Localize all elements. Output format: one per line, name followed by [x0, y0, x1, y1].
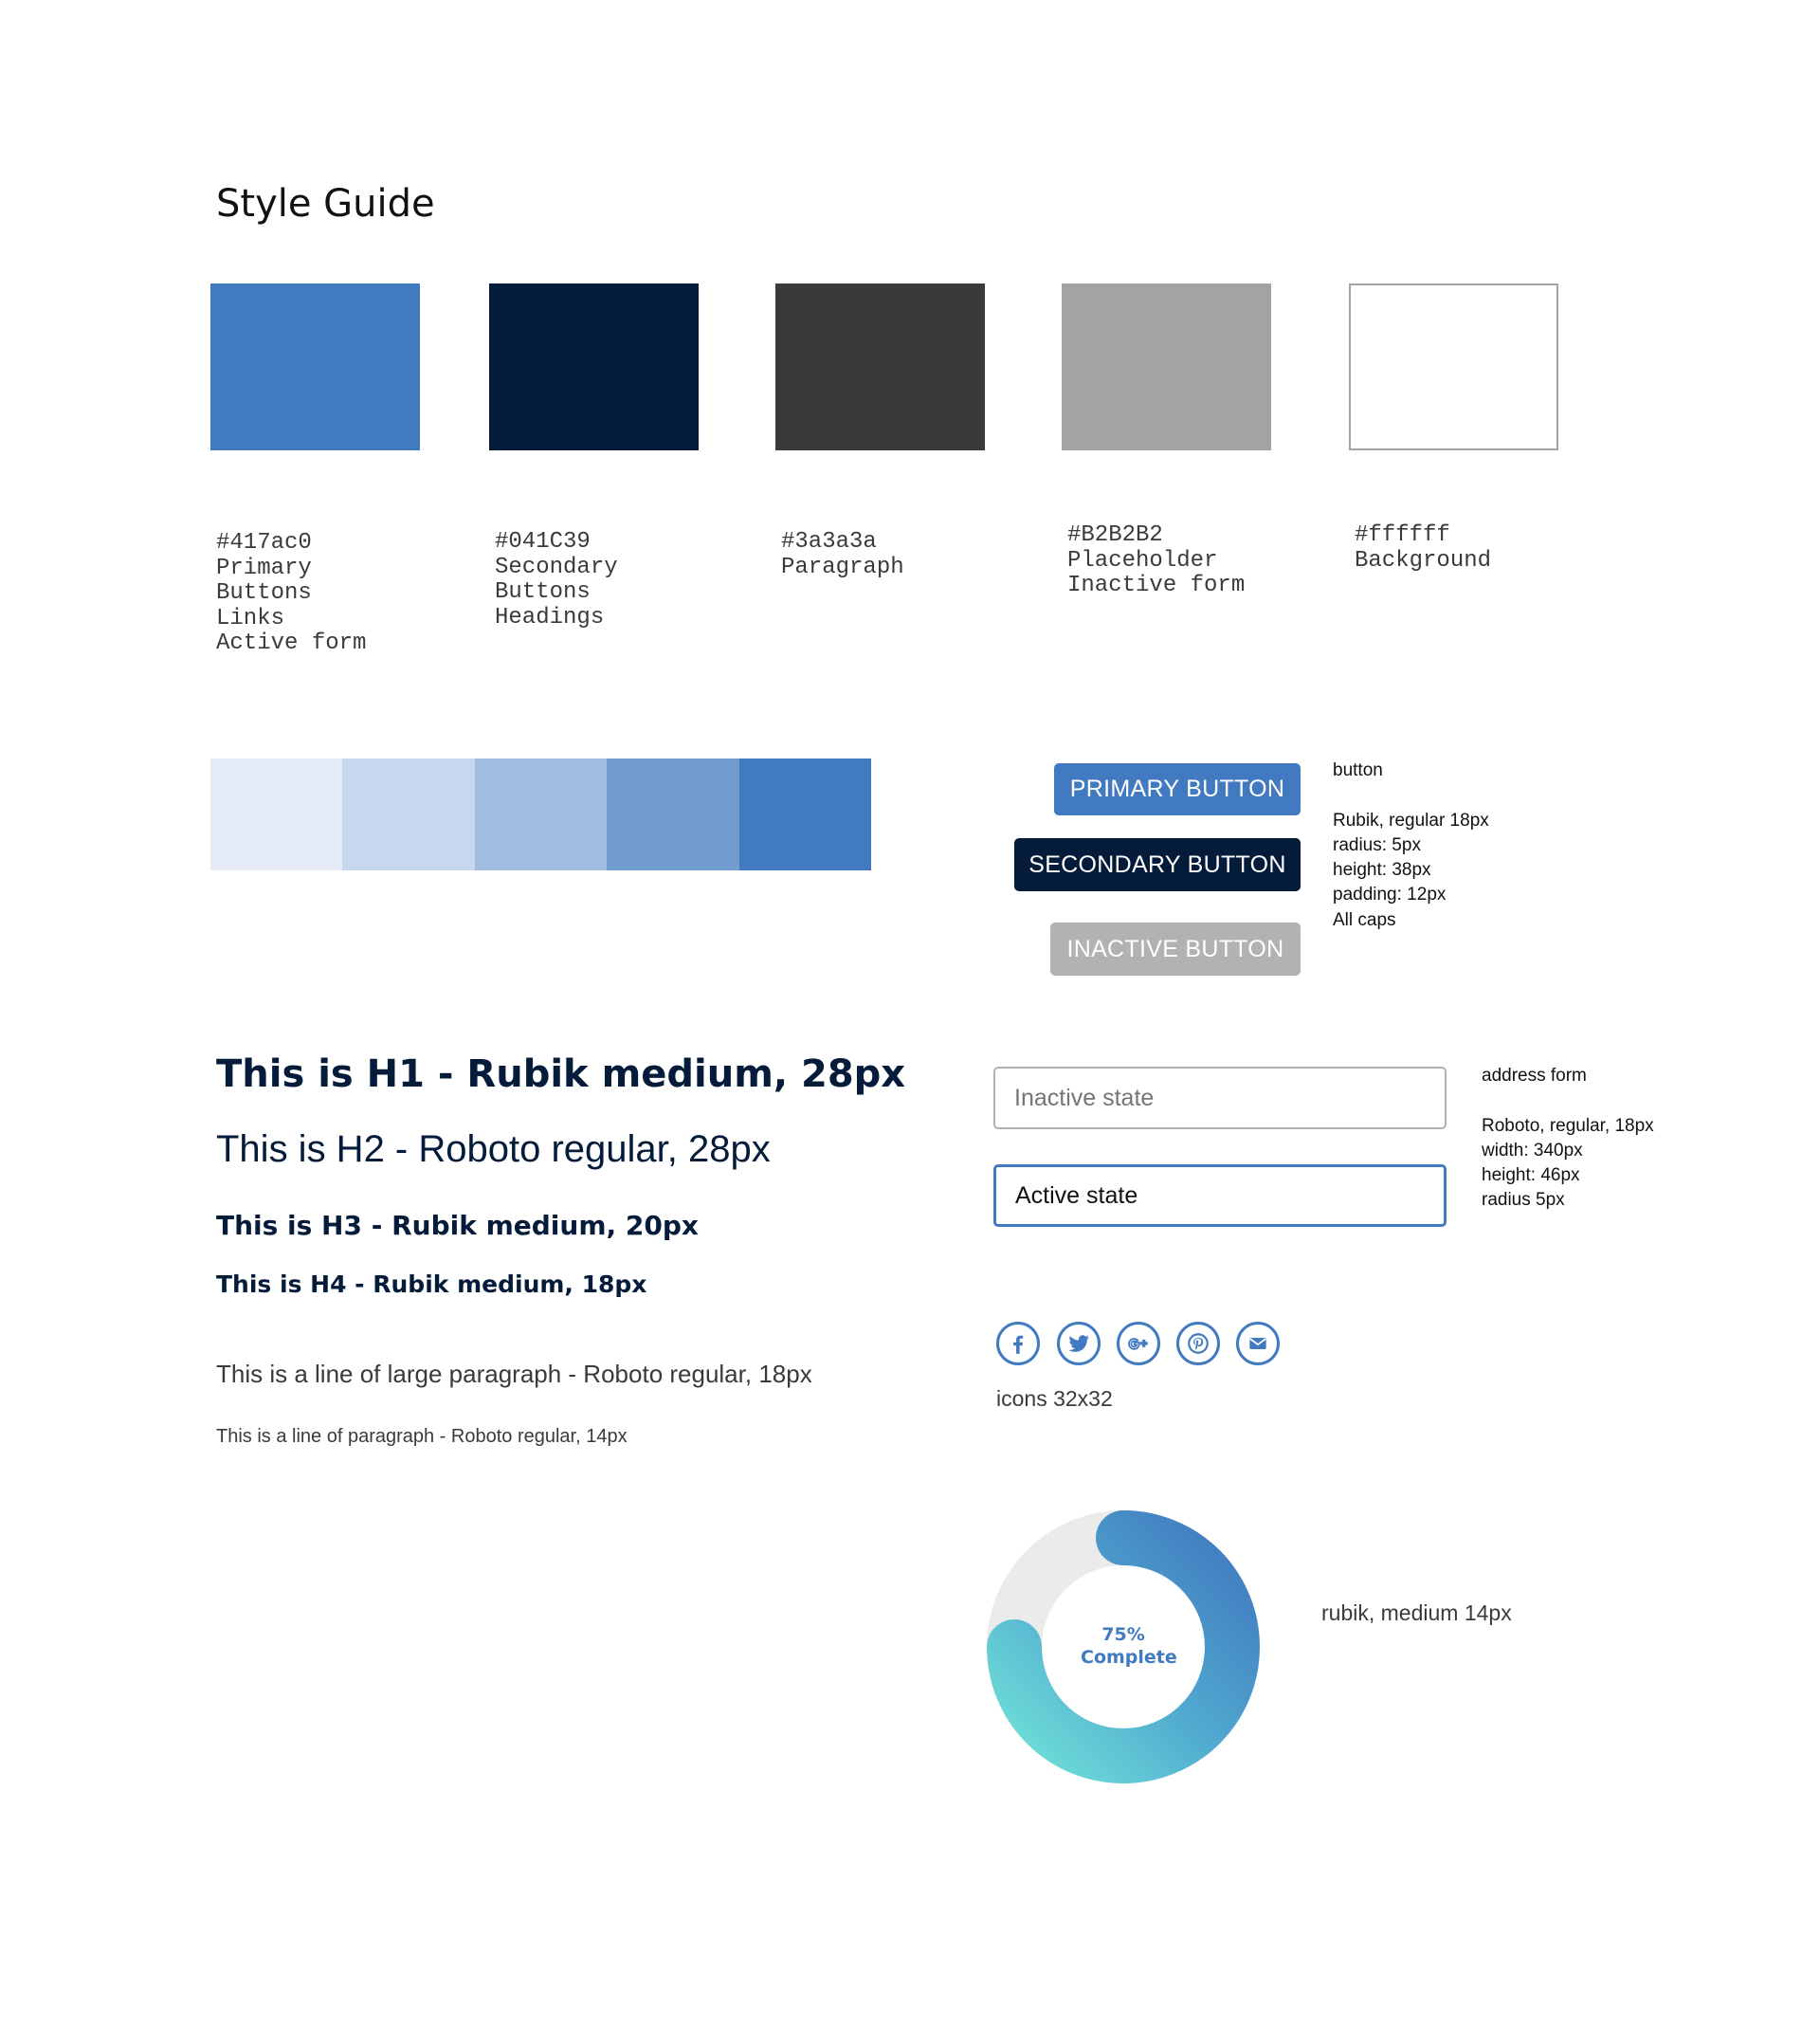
progress-status: Complete — [1081, 1647, 1177, 1668]
sample-h4: This is H4 - Rubik medium, 18px — [216, 1270, 647, 1298]
primary-button[interactable]: PRIMARY BUTTON — [1054, 763, 1301, 815]
swatch-background — [1349, 283, 1558, 450]
secondary-button[interactable]: SECONDARY BUTTON — [1014, 838, 1301, 891]
swatch-paragraph — [775, 283, 985, 450]
sample-h1: This is H1 - Rubik medium, 28px — [216, 1052, 906, 1096]
twitter-icon[interactable] — [1057, 1322, 1101, 1365]
progress-spec-note: rubik, medium 14px — [1321, 1600, 1512, 1625]
tint-1 — [210, 759, 342, 870]
icons-caption: icons 32x32 — [996, 1386, 1113, 1411]
sample-h3: This is H3 - Rubik medium, 20px — [216, 1210, 699, 1241]
swatch-placeholder — [1062, 283, 1271, 450]
page-title: Style Guide — [216, 182, 435, 226]
swatch-primary-label: #417ac0 Primary Buttons Links Active form — [216, 530, 367, 656]
swatch-background-label: #ffffff Background — [1355, 522, 1492, 574]
facebook-icon[interactable] — [996, 1322, 1040, 1365]
google-plus-icon[interactable] — [1117, 1322, 1160, 1365]
swatch-placeholder-label: #B2B2B2 Placeholder Inactive form — [1067, 522, 1246, 598]
inactive-button: INACTIVE BUTTON — [1050, 923, 1301, 976]
tint-3 — [475, 759, 607, 870]
swatch-paragraph-label: #3a3a3a Paragraph — [781, 529, 904, 580]
sample-paragraph-large: This is a line of large paragraph - Roboto regular, 18px — [216, 1360, 812, 1388]
tint-5 — [739, 759, 871, 870]
progress-percent: 75% — [1101, 1624, 1145, 1645]
sample-h2: This is H2 - Roboto regular, 28px — [216, 1128, 771, 1170]
swatch-primary — [210, 283, 420, 450]
tint-strip — [210, 759, 871, 870]
form-spec-notes: address form Roboto, regular, 18px width: 340px height: 46px radius 5px — [1482, 1066, 1654, 1211]
swatch-secondary — [489, 283, 699, 450]
tint-2 — [342, 759, 474, 870]
progress-label — [1081, 1623, 1177, 1669]
sample-paragraph-small: This is a line of paragraph - Roboto regular, 14px — [216, 1426, 628, 1447]
active-state-input[interactable] — [993, 1164, 1447, 1227]
swatch-secondary-label: #041C39 Secondary Buttons Headings — [495, 529, 618, 631]
email-icon[interactable] — [1236, 1322, 1280, 1365]
button-spec-notes: button Rubik, regular 18px radius: 5px height: 38px padding: 12px All caps — [1333, 760, 1489, 930]
tint-4 — [607, 759, 738, 870]
inactive-state-input[interactable] — [993, 1067, 1447, 1129]
pinterest-icon[interactable] — [1176, 1322, 1220, 1365]
